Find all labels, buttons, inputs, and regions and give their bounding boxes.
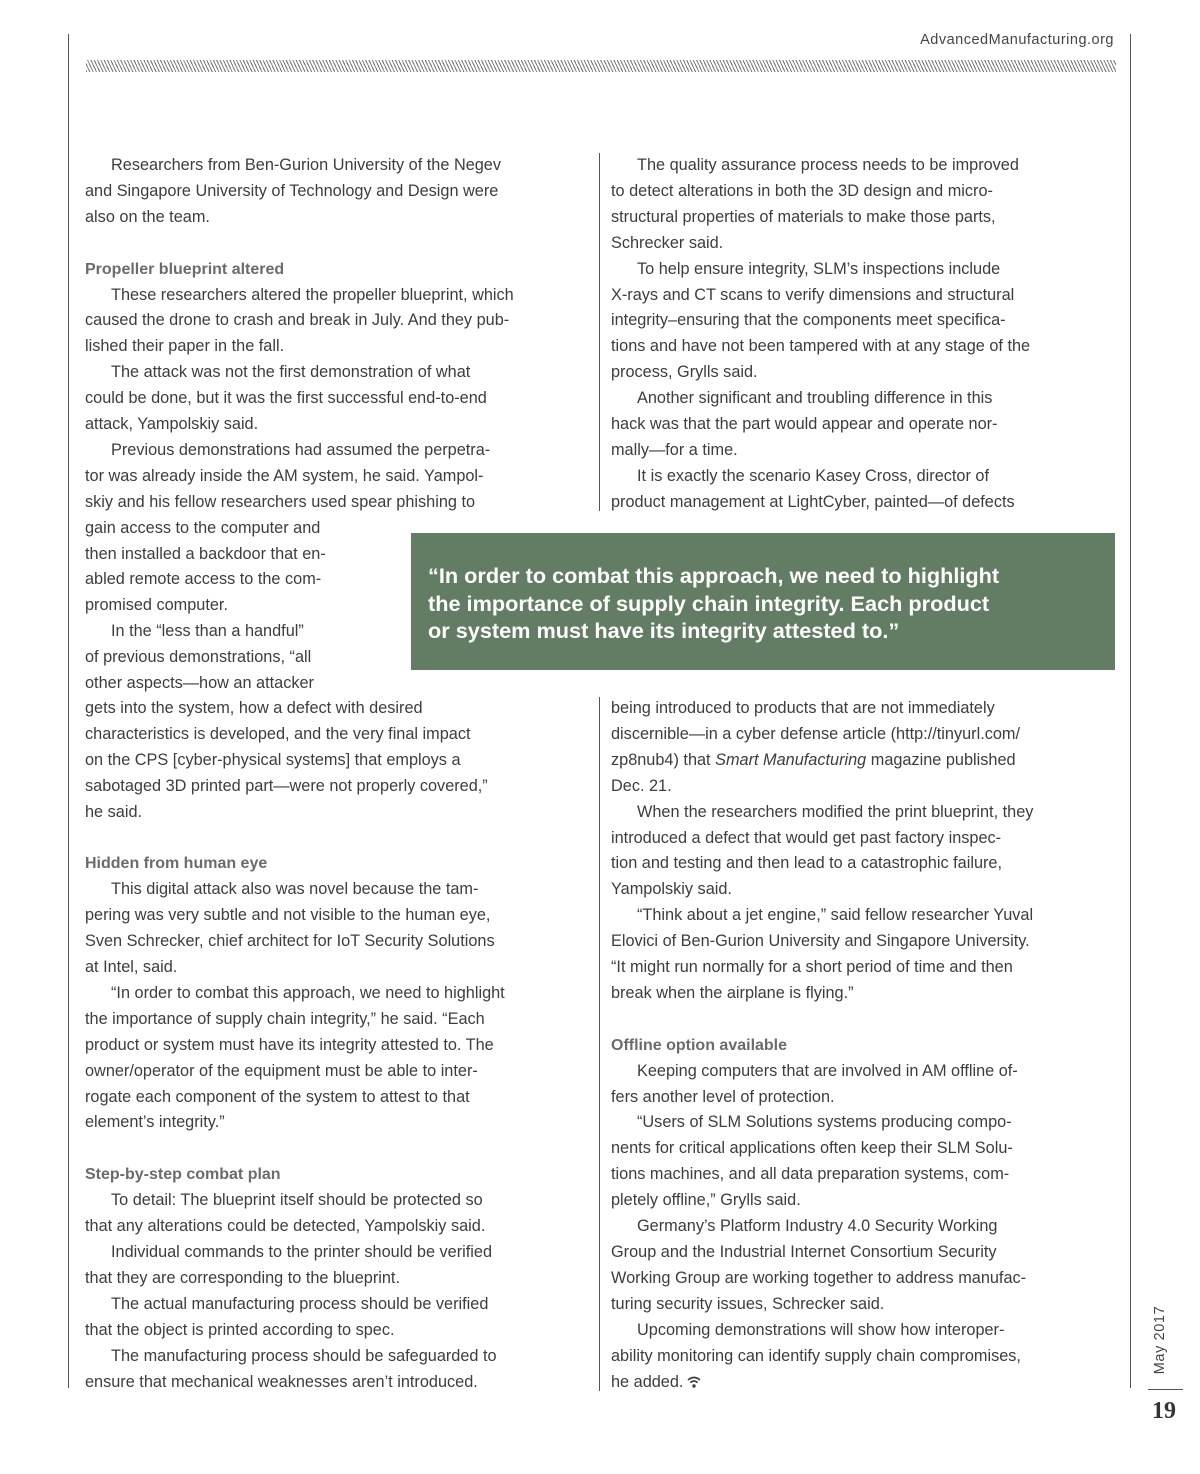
text-line: product management at LightCyber, painted—of defects (611, 492, 1015, 511)
text-line: rogate each component of the system to attest to that (85, 1087, 470, 1106)
text-line (611, 1370, 1116, 1398)
publication-title: Smart Manufacturing (715, 750, 867, 769)
text-line: process, Grylls said. (611, 363, 758, 382)
page-number: 19 (1152, 1398, 1176, 1424)
text-line: abled remote access to the com- (85, 570, 322, 589)
issue-date (1140, 1300, 1180, 1380)
text-line: he said. (85, 802, 143, 821)
text-line: It is exactly the scenario Kasey Cross, director of (637, 466, 989, 485)
text-line: The attack was not the first demonstration of what (111, 363, 471, 382)
left-column-bottom (85, 696, 590, 1395)
text-line: To detail: The blueprint itself should be protected so (111, 1191, 483, 1210)
text-line: sabotaged 3D printed part—were not properly covered,” (85, 776, 488, 795)
text-line: on the CPS [cyber-physical systems] that employs a (85, 750, 461, 769)
right-column-top (611, 153, 1116, 516)
text-line: Group and the Industrial Internet Consortium Security (611, 1243, 997, 1262)
wifi-signal-icon (687, 1372, 701, 1398)
text-line: The manufacturing process should be safeguarded to (111, 1346, 497, 1365)
text-line: Previous demonstrations had assumed the perpetra- (111, 440, 491, 459)
text-line: could be done, but it was the first successful end-to-end (85, 389, 487, 408)
text-run: zp8nub4) that (611, 750, 716, 769)
text-line: mally—for a time. (611, 440, 738, 459)
text-line: When the researchers modified the print blueprint, they (637, 802, 1034, 821)
text-line: These researchers altered the propeller blueprint, which (111, 285, 514, 304)
text-line (611, 748, 1116, 774)
text-line: element’s integrity.” (85, 1113, 225, 1132)
text-line: The actual manufacturing process should be verified (111, 1294, 489, 1313)
text-line: other aspects—how an attacker (85, 674, 314, 693)
text-line: turing security issues, Schrecker said. (611, 1294, 885, 1313)
text-run: magazine published (866, 750, 1016, 769)
section-heading: Hidden from human eye (85, 855, 268, 873)
text-line: of previous demonstrations, “all (85, 648, 312, 667)
text-line: “In order to combat this approach, we need to highlight (111, 983, 505, 1002)
text-line: gets into the system, how a defect with desired (85, 699, 423, 717)
text-line: Yampolskiy said. (611, 880, 732, 899)
text-line: that they are corresponding to the blueprint. (85, 1268, 400, 1287)
text-line: the importance of supply chain integrity,” he said. “Each (85, 1009, 485, 1028)
text-line: introduced a defect that would get past factory inspec- (611, 828, 1002, 847)
text-line: lished their paper in the fall. (85, 337, 285, 356)
site-url: AdvancedManufacturing.org (920, 32, 1114, 48)
text-line: Another significant and troubling difference in this (637, 389, 993, 408)
issue-date-text: May 2017 (1152, 1305, 1168, 1375)
text-line: promised computer. (85, 596, 228, 615)
text-line: attack, Yampolskiy said. (85, 415, 259, 434)
text-line: ability monitoring can identify supply chain compromises, (611, 1346, 1021, 1365)
text-line: Individual commands to the printer should be verified (111, 1243, 493, 1261)
section-heading: Step-by-step combat plan (85, 1166, 281, 1184)
text-line: then installed a backdoor that en- (85, 544, 326, 563)
text-line: break when the airplane is flying.” (611, 983, 854, 1002)
text-line: tion and testing and then lead to a catastrophic failure, (611, 854, 1003, 873)
text-line: ensure that mechanical weaknesses aren’t introduced. (85, 1372, 478, 1391)
pull-quote-line: or system must have its integrity attested to.” (428, 618, 900, 644)
column-divider-top (599, 153, 600, 511)
text-line: Schrecker said. (611, 233, 724, 252)
text-line: also on the team. (85, 207, 210, 226)
page-right-rule (1130, 34, 1131, 1388)
right-column-bottom (611, 696, 1116, 1397)
column-divider-bottom (599, 697, 600, 1391)
text-line: Keeping computers that are involved in AM offline of- (637, 1061, 1018, 1080)
text-line: Elovici of Ben-Gurion University and Singapore University. (611, 932, 1030, 951)
text-line: being introduced to products that are not immediately (611, 699, 995, 717)
section-heading: Offline option available (611, 1036, 788, 1054)
header-hatch-rule (86, 60, 1116, 72)
text-line: product or system must have its integrity attested to. The (85, 1035, 494, 1054)
text-line: to detect alterations in both the 3D design and micro- (611, 181, 993, 200)
paragraph-gap (85, 1136, 590, 1162)
text-run: he added. (611, 1372, 684, 1391)
text-line: nents for critical applications often keep their SLM Solu- (611, 1139, 1013, 1158)
text-line: integrity–ensuring that the components meet specifica- (611, 311, 1006, 330)
text-line: that any alterations could be detected, Yampolskiy said. (85, 1217, 486, 1236)
section-heading: Propeller blueprint altered (85, 260, 285, 278)
text-line: Working Group are working together to address manufac- (611, 1268, 1027, 1287)
text-line: pering was very subtle and not visible to the human eye, (85, 906, 491, 925)
text-line: The quality assurance process needs to be improved (637, 156, 1019, 174)
paragraph-gap (611, 1007, 1116, 1033)
text-line: To help ensure integrity, SLM’s inspections include (637, 259, 1001, 278)
text-line: X-rays and CT scans to verify dimensions and structural (611, 285, 1015, 304)
text-line: “It might run normally for a short period of time and then (611, 958, 1013, 977)
pull-quote (411, 533, 1115, 670)
text-line: that the object is printed according to spec. (85, 1320, 395, 1339)
text-line: tor was already inside the AM system, he said. Yampol- (85, 466, 484, 485)
text-line: tions and have not been tampered with at any stage of the (611, 337, 1031, 356)
text-line: structural properties of materials to make those parts, (611, 207, 996, 226)
text-line: and Singapore University of Technology and Design were (85, 181, 499, 200)
text-line: hack was that the part would appear and operate nor- (611, 415, 998, 434)
text-line: Researchers from Ben-Gurion University of the Negev (111, 156, 502, 174)
text-line: “Users of SLM Solutions systems producing compo- (637, 1113, 1012, 1132)
text-line: gain access to the computer and (85, 518, 321, 537)
text-line: In the “less than a handful” (111, 622, 304, 641)
text-line: “Think about a jet engine,” said fellow researcher Yuval (637, 906, 1034, 925)
text-line: skiy and his fellow researchers used spear phishing to (85, 492, 476, 511)
text-line: Upcoming demonstrations will show how interoper- (637, 1320, 1005, 1339)
text-line: discernible—in a cyber defense article (http://tinyurl.com/ (611, 724, 1021, 743)
paragraph-gap (85, 231, 590, 257)
text-line: characteristics is developed, and the very final impact (85, 724, 471, 743)
text-line: owner/operator of the equipment must be able to inter- (85, 1061, 478, 1080)
text-line: Dec. 21. (611, 776, 672, 795)
paragraph-gap (85, 826, 590, 852)
text-line: at Intel, said. (85, 958, 178, 977)
footer-rule (1148, 1389, 1183, 1390)
text-line: Germany’s Platform Industry 4.0 Security Working (637, 1217, 998, 1236)
pull-quote-line: the importance of supply chain integrity. Each product (428, 590, 990, 616)
text-line: fers another level of protection. (611, 1087, 835, 1106)
text-line: pletely offline,” Grylls said. (611, 1191, 801, 1210)
page-left-rule (68, 34, 69, 1388)
text-line: tions machines, and all data preparation systems, com- (611, 1165, 1010, 1184)
text-line: This digital attack also was novel because the tam- (111, 880, 479, 899)
text-line: Sven Schrecker, chief architect for IoT Security Solutions (85, 932, 495, 951)
pull-quote-line: “In order to combat this approach, we need to highlight (428, 563, 1000, 588)
text-line: caused the drone to crash and break in July. And they pub- (85, 311, 510, 330)
